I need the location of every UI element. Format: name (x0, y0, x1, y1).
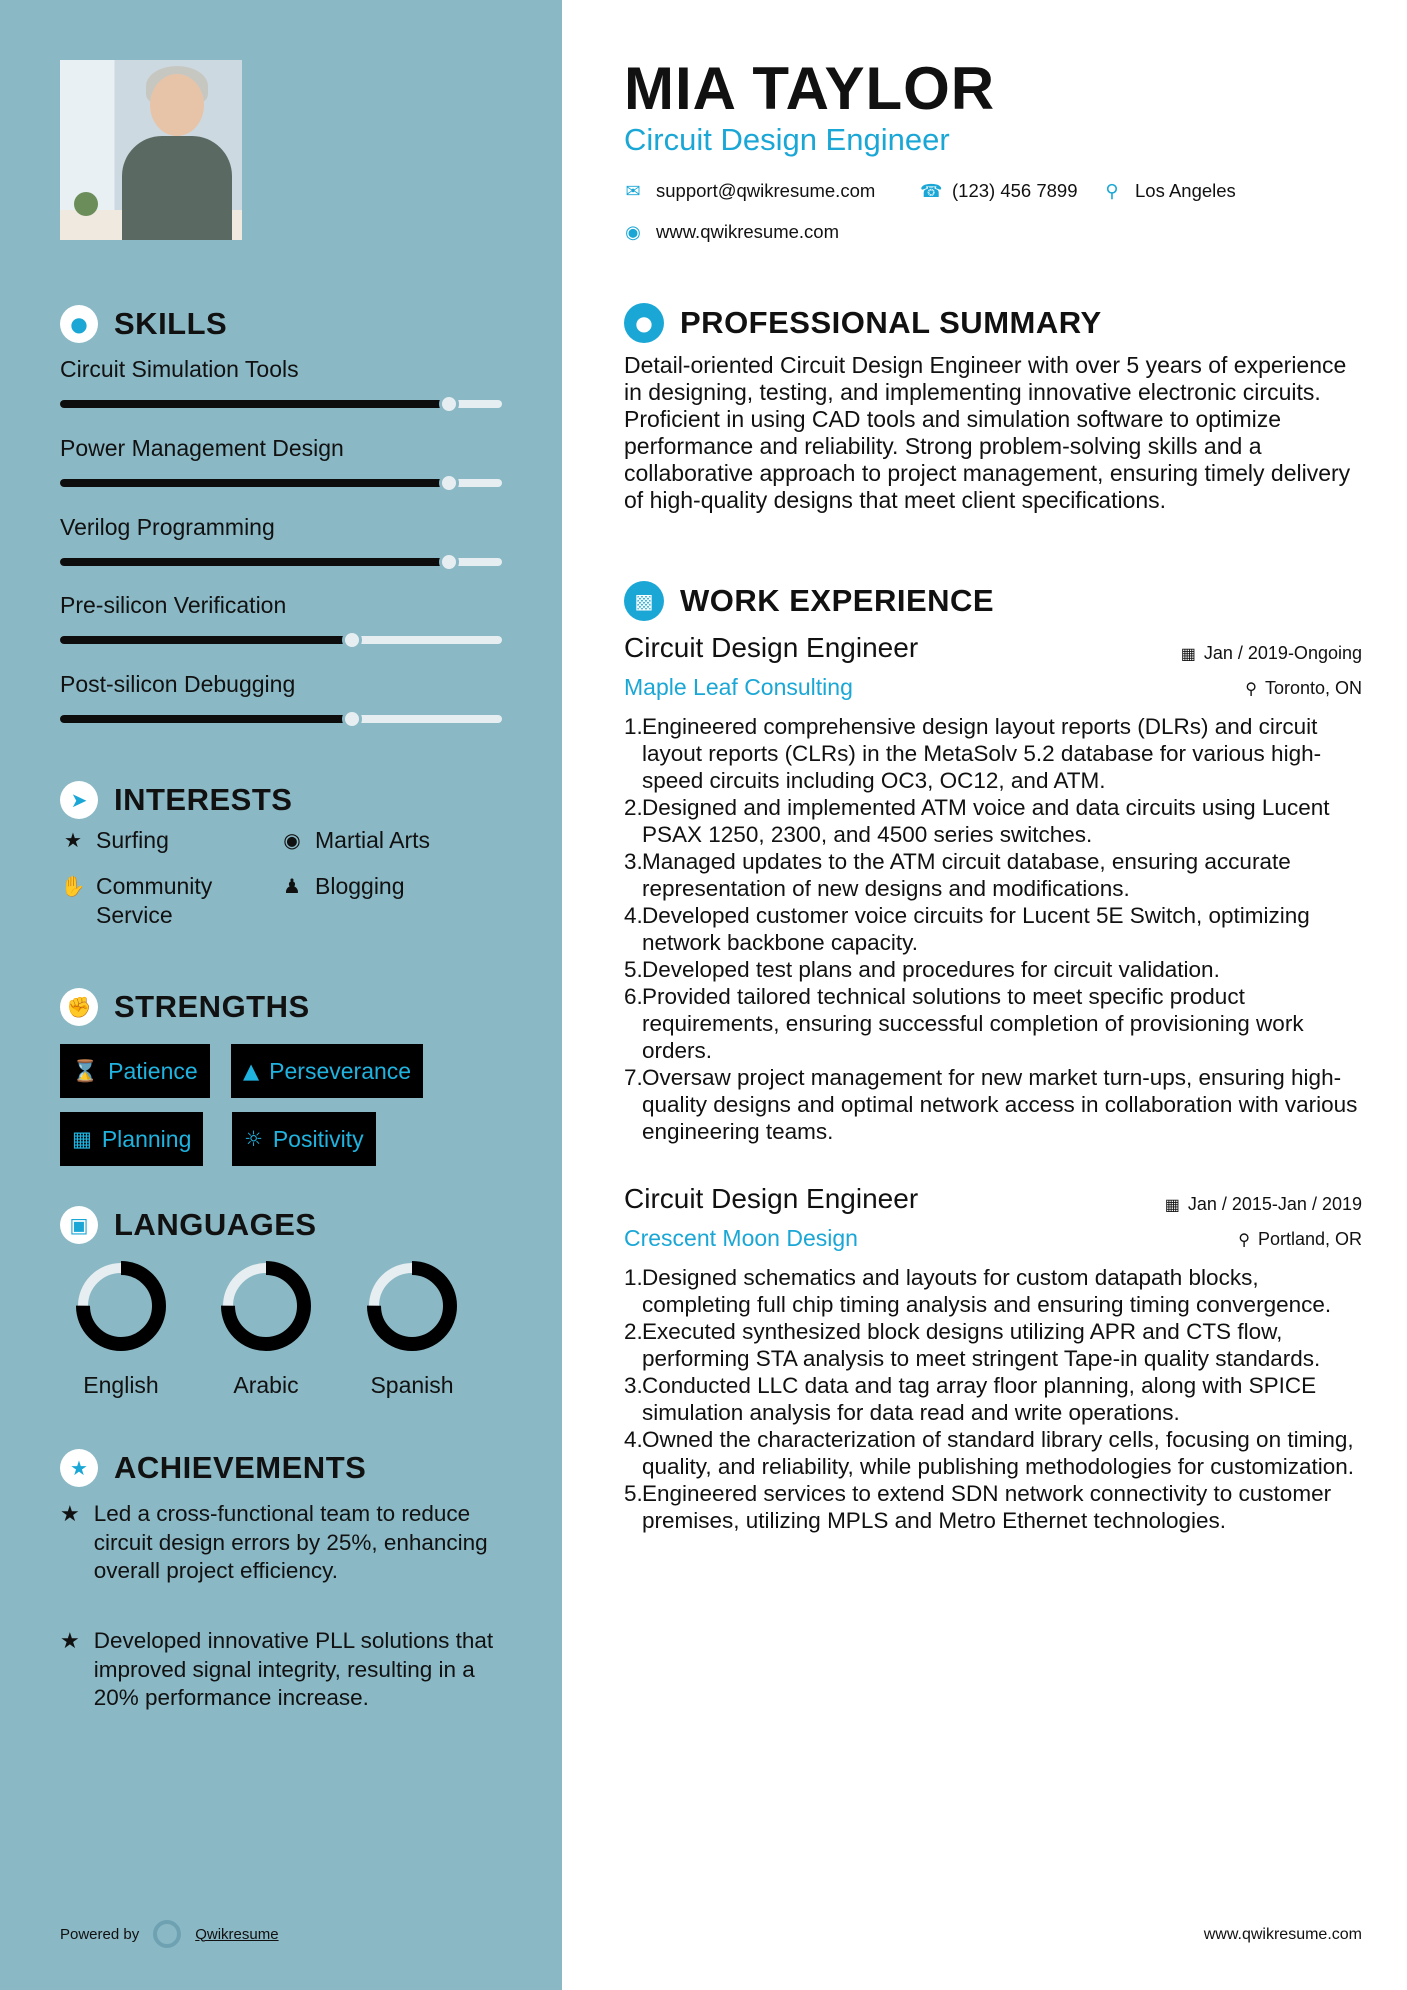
shooting-star-icon: ★ (60, 1629, 80, 1654)
language-ring (218, 1258, 314, 1354)
interest-label: Blogging (315, 873, 405, 899)
powered-by-label: Powered by (60, 1925, 140, 1943)
duty-item (624, 956, 1369, 983)
interest-item (279, 826, 430, 855)
globe-icon: ◉ (283, 828, 301, 852)
phone-icon: ☎ (920, 180, 943, 201)
strength-badge (232, 1112, 376, 1166)
languages-heading (60, 1206, 317, 1244)
duty-item (624, 902, 1369, 956)
job-company: Maple Leaf Consulting (624, 674, 853, 700)
duty-number: 3. (624, 1373, 643, 1398)
interest-label: Community Service (96, 873, 213, 928)
language-label: Spanish (370, 1372, 454, 1398)
duty-item (624, 1064, 1369, 1145)
job-duties (624, 713, 1369, 1145)
skill-bar (60, 558, 502, 566)
achievements-title: ACHIEVEMENTS (114, 1450, 367, 1485)
skill-label: Post-silicon Debugging (60, 671, 296, 697)
job-dates (1165, 1194, 1362, 1215)
users-icon: ♟ (283, 874, 301, 898)
skill-item (60, 592, 502, 619)
email-text[interactable]: support@qwikresume.com (656, 180, 876, 201)
powered-by (60, 1920, 279, 1948)
pushpin-icon: ⚲ (1238, 1231, 1250, 1249)
skill-item (60, 671, 502, 698)
skill-bar (60, 715, 502, 723)
job-location-text: Toronto, ON (1264, 678, 1362, 698)
skills-title: SKILLS (114, 306, 228, 341)
calendar-icon: ▦ (1180, 645, 1196, 663)
duty-number: 2. (624, 795, 643, 820)
duty-item (624, 713, 1369, 794)
star-icon: ★ (64, 828, 82, 852)
shooting-star-icon: ★ (60, 1502, 80, 1527)
duty-text: Developed test plans and procedures for circuit validation. (642, 957, 1220, 982)
skill-label: Pre-silicon Verification (60, 592, 287, 618)
duty-item (624, 1426, 1369, 1480)
summary-title: PROFESSIONAL SUMMARY (680, 305, 1102, 340)
languages-title: LANGUAGES (114, 1207, 317, 1242)
hand-icon: ✋ (60, 874, 86, 898)
duty-text: Owned the characterization of standard library cells, focusing on timing, quality, and reliability, while publishing methodologies for customization. (642, 1427, 1355, 1479)
chair-icon: ▩ (624, 581, 664, 621)
interest-label: Surfing (96, 827, 169, 853)
profile-photo (60, 60, 242, 240)
language-ring (73, 1258, 169, 1354)
skill-label: Verilog Programming (60, 514, 275, 540)
user-icon: ● (624, 303, 664, 343)
skill-item (60, 435, 502, 462)
person-title: Circuit Design Engineer (624, 122, 950, 157)
lightbulb-icon: ● (60, 305, 98, 343)
duty-text: Designed and implemented ATM voice and data circuits using Lucent PSAX 1250, 2300, and 4500 series switches. (642, 795, 1330, 847)
skill-label: Power Management Design (60, 435, 344, 461)
skill-item (60, 514, 502, 541)
experience-heading (624, 581, 994, 621)
skill-bar (60, 479, 502, 487)
phone-text[interactable]: (123) 456 7899 (952, 180, 1078, 201)
skill-bar (60, 400, 502, 408)
skill-item (60, 356, 502, 383)
paper-plane-icon: ➤ (60, 781, 98, 819)
strength-label: Positivity (272, 1125, 364, 1152)
qwikresume-logo-icon (153, 1920, 181, 1948)
job-location (1238, 1229, 1362, 1250)
star-badge-icon: ★ (60, 1449, 98, 1487)
duty-number: 5. (624, 1481, 643, 1506)
skills-heading (60, 305, 227, 343)
duty-item (624, 983, 1369, 1064)
duty-text: Engineered comprehensive design layout reports (DLRs) and circuit layout reports (CLRs) in the MetaSolv 5.2 database for various high-speed circuits including OC3, OC12, and ATM. (642, 714, 1322, 793)
language-item (206, 1258, 326, 1399)
strength-label: Planning (101, 1125, 192, 1152)
job-title: Circuit Design Engineer (624, 632, 919, 663)
interests-heading (60, 781, 292, 819)
calendar-icon: ▦ (72, 1127, 92, 1151)
achievement-text: Developed innovative PLL solutions that improved signal integrity, resulting in a 20% performance increase. (93, 1628, 494, 1710)
duty-text: Designed schematics and layouts for custom datapath blocks, completing full chip timing analysis and ensuring timing convergence. (642, 1265, 1332, 1317)
strengths-heading (60, 988, 310, 1026)
duty-number: 2. (624, 1319, 643, 1344)
duty-number: 1. (624, 1265, 643, 1290)
strength-label: Patience (108, 1057, 198, 1084)
experience-title: WORK EXPERIENCE (680, 583, 995, 618)
job-location (1245, 678, 1362, 699)
duty-item (624, 1264, 1369, 1318)
strengths-title: STRENGTHS (114, 989, 310, 1024)
duty-item (624, 848, 1369, 902)
pushpin-icon: ⚲ (1245, 680, 1257, 698)
interest-item (279, 872, 405, 901)
duty-text: Provided tailored technical solutions to meet specific product requirements, ensuring successful completion of provisioning work orders. (642, 984, 1304, 1063)
duty-number: 6. (624, 984, 643, 1009)
contact-phone (920, 180, 1078, 202)
summary-heading (624, 303, 1102, 343)
language-item (352, 1258, 472, 1399)
duty-number: 7. (624, 1065, 643, 1090)
contact-location (1103, 180, 1236, 202)
map-pin-icon: ⚲ (1105, 180, 1119, 201)
id-card-icon: ▣ (60, 1206, 98, 1244)
duty-text: Conducted LLC data and tag array floor planning, along with SPICE simulation analysis for data read and write operations. (642, 1373, 1317, 1425)
fist-icon: ✊ (60, 988, 98, 1026)
duty-number: 1. (624, 714, 643, 739)
duty-number: 4. (624, 1427, 643, 1452)
strength-label: Perseverance (269, 1057, 412, 1084)
duty-item (624, 794, 1369, 848)
duty-number: 5. (624, 957, 643, 982)
achievement-text: Led a cross-functional team to reduce circuit design errors by 25%, enhancing overall project efficiency. (93, 1501, 488, 1583)
globe-icon: ◉ (625, 221, 641, 242)
duty-number: 4. (624, 903, 643, 928)
duty-text: Engineered services to extend SDN network connectivity to customer premises, utilizing MPLS and Metro Ethernet technologies. (642, 1481, 1332, 1533)
language-label: English (83, 1372, 159, 1398)
achievement-item (60, 1627, 510, 1713)
job-company: Crescent Moon Design (624, 1225, 858, 1251)
sidebar (0, 0, 562, 1990)
duty-text: Managed updates to the ATM circuit database, ensuring accurate representation of new designs and modifications. (642, 849, 1291, 901)
hourglass-icon: ⌛ (72, 1058, 99, 1083)
achievements-heading (60, 1449, 366, 1487)
job-dates-text: Jan / 2015-Jan / 2019 (1187, 1194, 1362, 1214)
job-title: Circuit Design Engineer (624, 1183, 919, 1214)
summary-text: Detail-oriented Circuit Design Engineer with over 5 years of experience in designing, testing, and implementing innovative electronic circuits. Proficient in using CAD tools and simulation software to optimize performance and reliability. Strong problem-solving skills and a collaborative approach to project management, ensuring timely delivery of high-quality designs that meet client specifications. (624, 352, 1351, 513)
skill-label: Circuit Simulation Tools (60, 356, 299, 382)
duty-text: Oversaw project management for new market turn-ups, ensuring high-quality designs and optimal network access in collaboration with various engineering teams. (642, 1065, 1358, 1144)
language-item (61, 1258, 181, 1399)
main-content (562, 0, 1407, 1990)
achievement-item (60, 1500, 510, 1586)
interest-item (60, 872, 246, 930)
job-location-text: Portland, OR (1257, 1229, 1362, 1249)
language-label: Arabic (233, 1372, 299, 1398)
duty-item (624, 1480, 1369, 1534)
qwikresume-link[interactable]: Qwikresume (195, 1925, 279, 1943)
footer-url[interactable]: www.qwikresume.com (1203, 1926, 1362, 1943)
job-dates-text: Jan / 2019-Ongoing (1203, 643, 1362, 663)
location-text: Los Angeles (1135, 180, 1236, 201)
person-name: MIA TAYLOR (624, 55, 996, 122)
job-dates (1181, 643, 1362, 664)
calendar-icon: ▦ (1164, 1196, 1180, 1214)
duty-text: Developed customer voice circuits for Lucent 5E Switch, optimizing network backbone capacity. (642, 903, 1310, 955)
strength-badge (231, 1044, 423, 1098)
language-ring (364, 1258, 460, 1354)
road-icon: ▲ (243, 1059, 260, 1083)
duty-text: Executed synthesized block designs utilizing APR and CTS flow, performing STA analysis to meet stringent Tape-in quality standards. (642, 1319, 1321, 1371)
duty-item (624, 1318, 1369, 1372)
interests-title: INTERESTS (114, 782, 293, 817)
interest-label: Martial Arts (315, 827, 431, 853)
duty-number: 3. (624, 849, 643, 874)
skill-bar (60, 636, 502, 644)
envelope-icon: ✉ (625, 180, 641, 201)
strength-badge (60, 1112, 203, 1166)
sun-icon: ☼ (244, 1127, 263, 1151)
strength-badge (60, 1044, 210, 1098)
contact-website (624, 221, 839, 243)
contact-email (624, 180, 875, 202)
website-text[interactable]: www.qwikresume.com (656, 221, 839, 242)
job-duties (624, 1264, 1369, 1534)
interest-item (60, 826, 169, 855)
duty-item (624, 1372, 1369, 1426)
